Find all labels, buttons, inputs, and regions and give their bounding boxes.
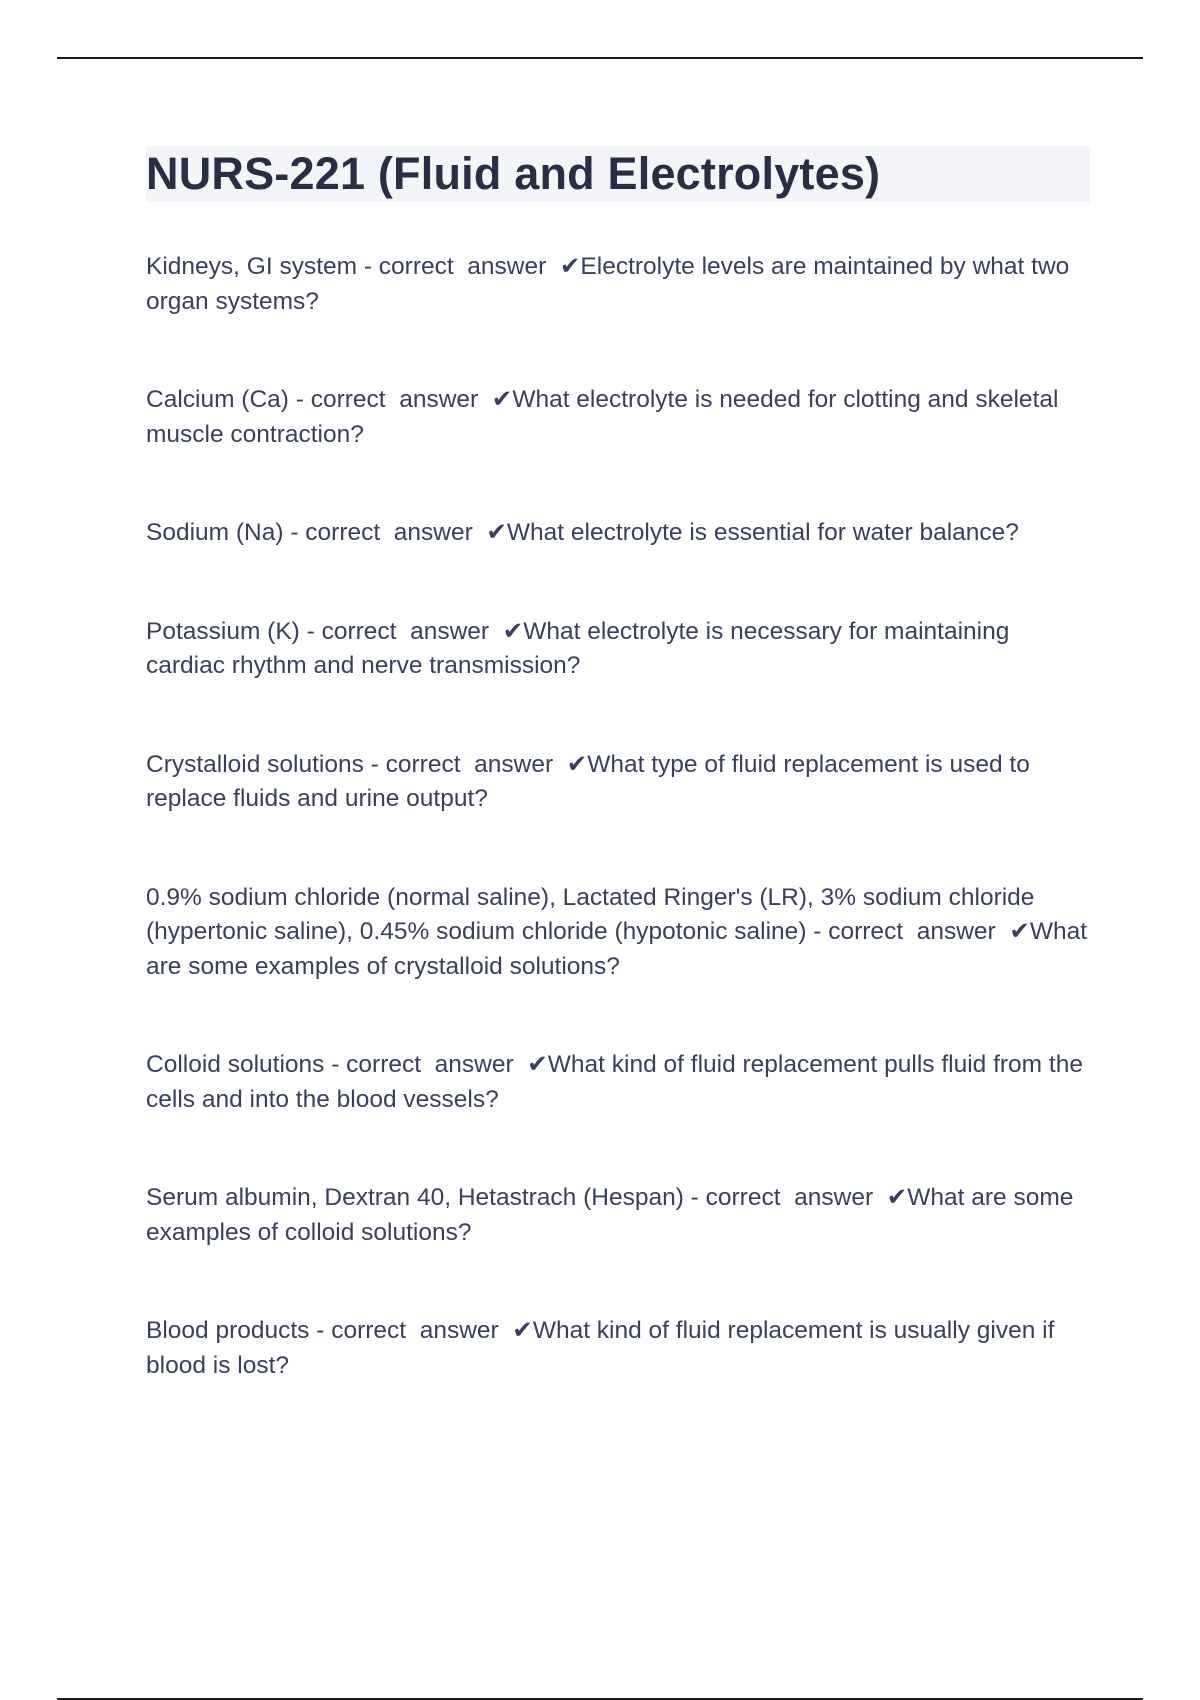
- qa-list: [146, 250, 1094, 1383]
- qa-item-sodium: Sodium (Na) - correct answer ✔What electrolyte is essential for water balance?: [146, 519, 1019, 546]
- document-title: NURS-221 (Fluid and Electrolytes): [146, 148, 881, 199]
- qa-item-blood-products: Blood products - correct answer ✔What kind of fluid replacement is usually given if blood is lost?: [146, 1317, 1062, 1379]
- qa-item-kidneys: Kidneys, GI system - correct answer ✔Electrolyte levels are maintained by what two organ systems?: [146, 253, 1077, 315]
- qa-item-crystalloid: Crystalloid solutions - correct answer ✔What type of fluid replacement is used to replace fluids and urine output?: [146, 750, 1037, 812]
- title-bar: [146, 146, 1090, 202]
- qa-item-colloid: Colloid solutions - correct answer ✔What kind of fluid replacement pulls fluid from the cells and into the blood vessels?: [146, 1051, 1090, 1113]
- qa-item-crystalloid-examples: 0.9% sodium chloride (normal saline), Lactated Ringer's (LR), 3% sodium chloride (hypertonic saline), 0.45% sodium chloride (hypotonic saline) - correct answer ✔What are some examples of crystalloid solutions?: [146, 883, 1094, 980]
- qa-item-colloid-examples: Serum albumin, Dextran 40, Hetastrach (Hespan) - correct answer ✔What are some examples of colloid solutions?: [146, 1184, 1081, 1246]
- qa-item-calcium: Calcium (Ca) - correct answer ✔What electrolyte is needed for clotting and skeletal muscle contraction?: [146, 386, 1066, 448]
- top-rule: [57, 57, 1143, 59]
- qa-item-potassium: Potassium (K) - correct answer ✔What electrolyte is necessary for maintaining cardiac rhythm and nerve transmission?: [146, 617, 1017, 679]
- document-body: [146, 146, 1094, 1447]
